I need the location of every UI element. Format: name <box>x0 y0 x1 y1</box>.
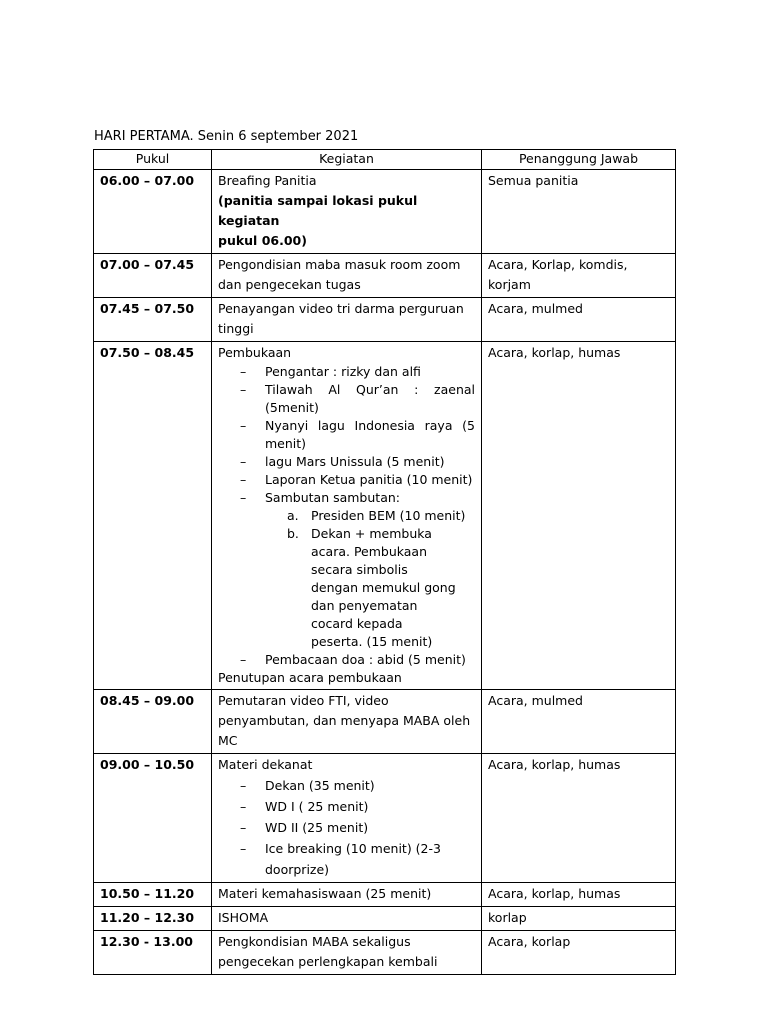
list-item <box>218 381 475 417</box>
page-title: HARI PERTAMA. Senin 6 september 2021 <box>94 129 359 144</box>
activity-cell <box>212 298 482 342</box>
table-row <box>94 298 676 342</box>
list-item <box>218 417 475 453</box>
responsible-cell: Semua panitia <box>482 170 676 254</box>
list-item <box>218 363 475 381</box>
header-time: Pukul <box>94 150 212 170</box>
activity-title: Pembukaan <box>218 345 292 360</box>
activity-cell <box>212 254 482 298</box>
list-item-text: Nyanyi lagu Indonesia raya (5 menit) <box>265 418 475 451</box>
time-cell: 12.30 - 13.00 <box>94 931 212 975</box>
activity-line: dan pengecekan tugas <box>218 277 361 292</box>
time-cell: 10.50 – 11.20 <box>94 883 212 907</box>
responsible-cell: Acara, mulmed <box>482 690 676 754</box>
list-item-text: Dekan (35 menit) <box>265 778 375 793</box>
list-item <box>218 817 475 838</box>
activity-cell <box>212 931 482 975</box>
dash-marker: – <box>240 418 247 433</box>
responsible-cell: Acara, korlap, humas <box>482 754 676 883</box>
schedule-table <box>93 149 676 975</box>
list-item <box>218 796 475 817</box>
responsible-cell: Acara, korlap <box>482 931 676 975</box>
activity-line: Pengkondisian MABA sekaligus <box>218 934 411 949</box>
responsible-cell: korlap <box>482 907 676 931</box>
header-responsible: Penanggung Jawab <box>482 150 676 170</box>
responsible-cell: Acara, korlap, humas <box>482 342 676 690</box>
time-cell: 08.45 – 09.00 <box>94 690 212 754</box>
time-cell: 09.00 – 10.50 <box>94 754 212 883</box>
list-item <box>218 651 475 669</box>
time-cell: 06.00 – 07.00 <box>94 170 212 254</box>
activity-cell <box>212 754 482 883</box>
activity-cell: Materi kemahasiswaan (25 menit) <box>212 883 482 907</box>
list-item <box>218 453 475 471</box>
dash-marker: – <box>240 778 247 793</box>
responsible-cell <box>482 254 676 298</box>
list-item-text: Pengantar : rizky dan alfi <box>265 364 421 379</box>
sub-list-item <box>265 525 475 651</box>
activity-line: Pemutaran video FTI, video <box>218 693 389 708</box>
dash-marker: – <box>240 490 247 505</box>
list-item-text: WD I ( 25 menit) <box>265 799 369 814</box>
table-row <box>94 254 676 298</box>
speech-sublist <box>265 507 475 651</box>
activity-line: tinggi <box>218 321 254 336</box>
table-header-row <box>94 150 676 170</box>
list-item <box>218 489 475 651</box>
responsible-line: korjam <box>488 277 531 292</box>
table-row <box>94 754 676 883</box>
list-item <box>218 838 475 880</box>
dash-marker: – <box>240 364 247 379</box>
activity-cell <box>212 690 482 754</box>
activity-line: penyambutan, dan menyapa MABA oleh <box>218 713 471 728</box>
dash-marker: – <box>240 472 247 487</box>
time-cell: 07.50 – 08.45 <box>94 342 212 690</box>
dash-marker: – <box>240 820 247 835</box>
responsible-line: Acara, Korlap, komdis, <box>488 257 628 272</box>
sub-list-item <box>265 507 475 525</box>
table-row <box>94 690 676 754</box>
table-row <box>94 883 676 907</box>
alpha-marker: a. <box>287 508 299 523</box>
list-item-text: Pembacaan doa : abid (5 menit) <box>265 652 466 667</box>
dash-marker: – <box>240 454 247 469</box>
list-item-text: lagu Mars Unissula (5 menit) <box>265 454 445 469</box>
responsible-cell: Acara, korlap, humas <box>482 883 676 907</box>
table-row <box>94 931 676 975</box>
list-item <box>218 471 475 489</box>
activity-line: Pengondisian maba masuk room zoom <box>218 257 461 272</box>
list-item-text: Ice breaking (10 menit) (2-3 doorprize) <box>265 841 441 877</box>
dash-marker: – <box>240 799 247 814</box>
list-item-text: WD II (25 menit) <box>265 820 369 835</box>
material-list <box>218 775 475 880</box>
table-row <box>94 342 676 690</box>
activity-cell <box>212 170 482 254</box>
table-row <box>94 907 676 931</box>
header-activity: Kegiatan <box>212 150 482 170</box>
time-cell: 11.20 – 12.30 <box>94 907 212 931</box>
dash-marker: – <box>240 652 247 667</box>
activity-line: pengecekan perlengkapan kembali <box>218 954 438 969</box>
alpha-marker: b. <box>287 526 299 541</box>
activity-line: Breafing Panitia <box>218 173 317 188</box>
activity-closing: Penutupan acara pembukaan <box>218 670 402 685</box>
list-item-text: Laporan Ketua panitia (10 menit) <box>265 472 473 487</box>
activity-cell: ISHOMA <box>212 907 482 931</box>
list-item-text: Sambutan sambutan: <box>265 490 400 505</box>
list-item <box>218 775 475 796</box>
dash-marker: – <box>240 841 247 856</box>
activity-cell <box>212 342 482 690</box>
activity-title: Materi dekanat <box>218 757 313 772</box>
activity-note: pukul 06.00) <box>218 233 307 248</box>
activity-note: (panitia sampai lokasi pukul kegiatan <box>218 193 418 228</box>
responsible-cell: Acara, mulmed <box>482 298 676 342</box>
time-cell: 07.45 – 07.50 <box>94 298 212 342</box>
list-item-text: Tilawah Al Qur’an : zaenal (5menit) <box>265 382 475 415</box>
opening-list <box>218 363 475 669</box>
dash-marker: – <box>240 382 247 397</box>
activity-line: Penayangan video tri darma perguruan <box>218 301 464 316</box>
table-row <box>94 170 676 254</box>
time-cell: 07.00 – 07.45 <box>94 254 212 298</box>
activity-line: MC <box>218 733 238 748</box>
sub-list-item-text: Presiden BEM (10 menit) <box>311 508 466 523</box>
sub-list-item-text: Dekan + membuka acara. Pembukaan secara simbolis dengan memukul gong dan penyematan cocard kepada peserta. (15 menit) <box>311 526 456 649</box>
